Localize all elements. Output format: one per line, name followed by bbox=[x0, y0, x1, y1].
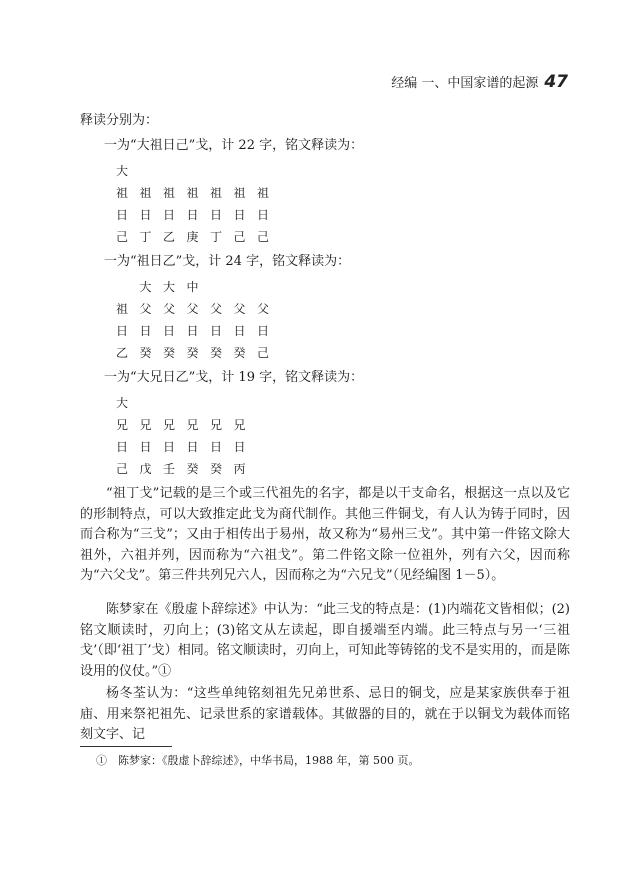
inscription-char: 癸 bbox=[139, 346, 152, 360]
inscription-char: 癸 bbox=[186, 346, 199, 360]
inscription-char: 兄 bbox=[186, 418, 199, 432]
inscription-char: 父 bbox=[162, 302, 175, 316]
page-number: 47 bbox=[544, 72, 568, 92]
inscription-char: 兄 bbox=[139, 418, 152, 432]
inscription-char: 日 bbox=[139, 440, 152, 454]
inscription-char: 日 bbox=[186, 208, 199, 222]
inscription-char: 兄 bbox=[209, 418, 222, 432]
inscription-char: 大 bbox=[115, 164, 128, 178]
inscription-char: 己 bbox=[115, 230, 128, 244]
inscription-char: 日 bbox=[209, 324, 222, 338]
inscription-char: 日 bbox=[186, 324, 199, 338]
inscription-char: 日 bbox=[209, 208, 222, 222]
inscription-char: 己 bbox=[115, 462, 128, 476]
inscription-char: 兄 bbox=[233, 418, 246, 432]
inscription-char: 日 bbox=[186, 440, 199, 454]
inscription-char: 日 bbox=[115, 440, 128, 454]
body-paragraph: 杨冬荃认为：“这些单纯铭刻祖先兄弟世系、忌日的铜戈，应是某家族供奉于祖庙、用来祭祀祖先、记录世系的家谱载体。其做器的目的，就在于以铜戈为载体而铭刻文字、记 bbox=[80, 686, 570, 742]
inscription-char: 庚 bbox=[186, 230, 199, 244]
inscription-char: 父 bbox=[139, 302, 152, 316]
body-paragraph: 陈梦家在《殷虚卜辞综述》中认为：“此三戈的特点是：(1)内端花文皆相似；(2)铭文顺读时，刃向上；(3)铭文从左读起，即自援端至内端。此三特点与另一‘三祖戈’（即‘祖丁’戈）相同。铭文顺读时，刃向上，可知此等铸铭的戈不是实用的，而是陈设用的仪仗。”① bbox=[80, 602, 570, 679]
inscription-char: 癸 bbox=[233, 346, 246, 360]
inscription-char: 丁 bbox=[139, 230, 152, 244]
inscription-char: 丁 bbox=[209, 230, 222, 244]
inscription-char: 日 bbox=[233, 208, 246, 222]
inscription-char: 祖 bbox=[186, 186, 199, 200]
inscription-char: 丙 bbox=[233, 462, 246, 476]
footnote: ① 陈梦家：《殷虚卜辞综述》，中华书局，1988 年，第 500 页。 bbox=[96, 754, 420, 767]
inscription-char: 父 bbox=[256, 302, 269, 316]
inscription-caption-3: 一为“大兄日乙”戈，计 19 字，铭文释读为： bbox=[104, 370, 364, 385]
inscription-char: 日 bbox=[162, 440, 175, 454]
inscription-char: 父 bbox=[186, 302, 199, 316]
inscription-char: 祖 bbox=[139, 186, 152, 200]
inscription-char: 日 bbox=[139, 324, 152, 338]
inscription-char: 己 bbox=[256, 230, 269, 244]
inscription-char: 大 bbox=[115, 396, 128, 410]
inscription-char: 大 bbox=[139, 280, 152, 294]
inscription-char: 日 bbox=[115, 208, 128, 222]
inscription-caption-1: 一为“大祖日己”戈，计 22 字，铭文释读为： bbox=[104, 138, 364, 153]
inscription-char: 日 bbox=[162, 208, 175, 222]
inscription-caption-2: 一为“祖日乙”戈，计 24 字，铭文释读为： bbox=[104, 254, 351, 269]
inscription-char: 癸 bbox=[186, 462, 199, 476]
inscription-char: 日 bbox=[256, 324, 269, 338]
inscription-char: 祖 bbox=[256, 186, 269, 200]
inscription-char: 日 bbox=[162, 324, 175, 338]
inscription-char: 祖 bbox=[115, 302, 128, 316]
inscription-char: 日 bbox=[233, 324, 246, 338]
inscription-char: 癸 bbox=[209, 346, 222, 360]
inscription-char: 癸 bbox=[209, 462, 222, 476]
inscription-char: 父 bbox=[209, 302, 222, 316]
inscription-char: 己 bbox=[256, 346, 269, 360]
inscription-char: 戊 bbox=[139, 462, 152, 476]
inscription-char: 乙 bbox=[115, 346, 128, 360]
inscription-char: 日 bbox=[139, 208, 152, 222]
inscription-char: 祖 bbox=[115, 186, 128, 200]
running-header bbox=[0, 72, 568, 92]
inscription-char: 己 bbox=[233, 230, 246, 244]
section-title: 经编 一、中国家谱的起源 bbox=[391, 76, 539, 91]
inscription-char: 祖 bbox=[162, 186, 175, 200]
inscription-char: 大 bbox=[162, 280, 175, 294]
inscription-char: 兄 bbox=[115, 418, 128, 432]
inscription-char: 兄 bbox=[162, 418, 175, 432]
inscription-char: 日 bbox=[256, 208, 269, 222]
inscription-char: 日 bbox=[233, 440, 246, 454]
footnote-divider bbox=[80, 746, 172, 747]
inscription-char: 中 bbox=[186, 280, 199, 294]
inscription-char: 祖 bbox=[209, 186, 222, 200]
inscription-char: 日 bbox=[115, 324, 128, 338]
inscription-char: 癸 bbox=[162, 346, 175, 360]
inscription-char: 日 bbox=[209, 440, 222, 454]
inscription-char: 祖 bbox=[233, 186, 246, 200]
inscription-char: 父 bbox=[233, 302, 246, 316]
body-paragraph: “祖丁戈”记载的是三个或三代祖先的名字，都是以干支命名，根据这一点以及它的形制特点，可以大致推定此戈为商代制作。其他三件铜戈，有人认为铸于同时，因而合称为“三戈”；又由于相传出于易州，故又称为“易州三戈”。其中第一件铭文除大祖外，六祖并列，因而称为“六祖戈”。第二件铭文除一位祖外，列有六父，因而称为“六父戈”。第三件共列兄六人，因而称之为“六兄戈”（见经编图 1－5）。 bbox=[80, 486, 570, 583]
inscription-char: 壬 bbox=[162, 462, 175, 476]
intro-text: 释读分别为： bbox=[80, 113, 159, 128]
inscription-char: 乙 bbox=[162, 230, 175, 244]
